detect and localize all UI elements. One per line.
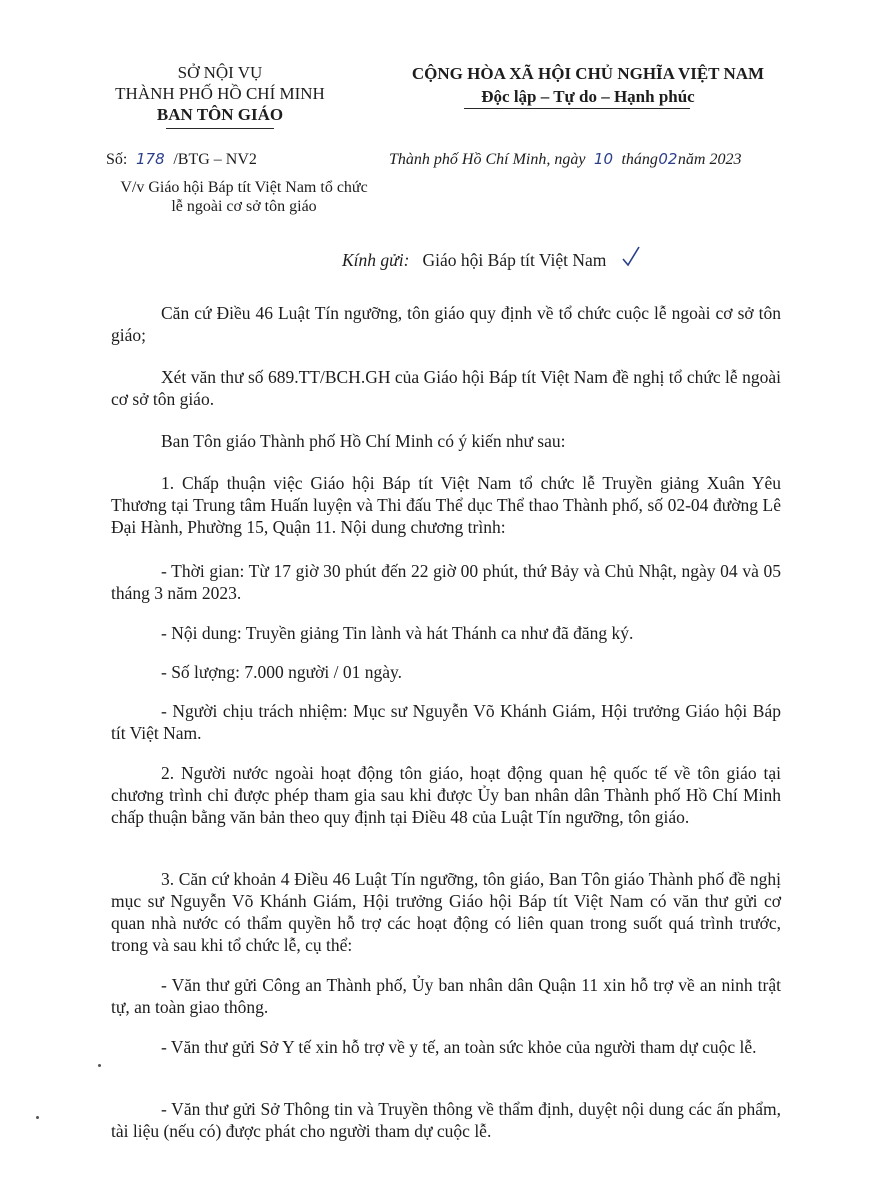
paragraph-10: 3. Căn cứ khoản 4 Điều 46 Luật Tín ngưỡng, tôn giáo, Ban Tôn giáo Thành phố đề nghị mục sư Nguyễn Võ Khánh Giám, Hội trưởng Giáo hội Báp tít Việt Nam có văn thư gửi cơ quan nhà nước có thẩm quyền hỗ trợ các hoạt động có liên quan trong suốt quá trình trước, trong và sau khi tổ chức lễ, cụ thể: [111,869,781,955]
checkmark-icon [620,244,642,270]
recipient-name: Giáo hội Báp tít Việt Nam [422,250,607,270]
paragraph-4: 1. Chấp thuận việc Giáo hội Báp tít Việt Nam tổ chức lễ Truyền giảng Xuân Yêu Thương tại Trung tâm Huấn luyện và Thi đấu Thể dục Thể thao Thành phố, số 02-04 đường Lê Đại Hành, Phường 15, Quận 11. Nội dung chương trình: [111,473,781,537]
recipient [342,250,606,271]
paragraph-12: - Văn thư gửi Sở Y tế xin hỗ trợ về y tế, an toàn sức khỏe của người tham dự cuộc lễ. [161,1037,757,1057]
recipient-label: Kính gửi: [342,250,410,270]
date-month-label: tháng [621,151,658,168]
issuing-agency [95,62,345,125]
document-subject [94,178,394,216]
paragraph-2: Xét văn thư số 689.TT/BCH.GH của Giáo hội Báp tít Việt Nam đề nghị tổ chức lễ ngoài cơ sở tôn giáo. [111,367,781,409]
paragraph-11: - Văn thư gửi Công an Thành phố, Ủy ban nhân dân Quận 11 xin hỗ trợ về an ninh trật tự, an toàn giao thông. [111,975,781,1017]
number-suffix: /BTG – NV2 [173,151,257,168]
number-handwritten: 178 [136,150,165,168]
date-day: 10 [593,150,613,168]
paragraph-6: - Nội dung: Truyền giảng Tin lành và hát Thánh ca như đã đăng ký. [161,623,634,643]
agency-line-2: THÀNH PHỐ HỒ CHÍ MINH [115,84,325,103]
subject-line-1: V/v Giáo hội Báp tít Việt Nam tổ chức [120,179,368,196]
subject-line-2: lễ ngoài cơ sở tôn giáo [171,198,317,215]
paragraph-5: - Thời gian: Từ 17 giờ 30 phút đến 22 giờ 00 phút, thứ Bảy và Chủ Nhật, ngày 04 và 05 tháng 3 năm 2023. [111,561,781,603]
agency-underline [166,128,274,129]
document-date [389,150,741,169]
national-motto: Độc lập – Tự do – Hạnh phúc [481,87,695,106]
date-month: 02 [658,150,678,168]
national-heading [383,62,793,108]
scan-speck [98,1064,101,1067]
scan-speck [36,1116,39,1119]
agency-line-1: SỞ NỘI VỤ [177,63,263,82]
paragraph-7: - Số lượng: 7.000 người / 01 ngày. [161,662,402,682]
paragraph-8: - Người chịu trách nhiệm: Mục sư Nguyễn Võ Khánh Giám, Hội trưởng Giáo hội Báp tít Việt Nam. [111,701,781,743]
agency-line-3: BAN TÔN GIÁO [156,105,284,124]
paragraph-1: Căn cứ Điều 46 Luật Tín ngưỡng, tôn giáo quy định về tổ chức cuộc lễ ngoài cơ sở tôn giáo; [111,303,781,345]
document-number [106,150,257,169]
date-year: năm 2023 [677,151,742,168]
motto-underline [464,108,690,109]
date-prefix: Thành phố Hồ Chí Minh, ngày [389,151,586,168]
country-name: CỘNG HÒA XÃ HỘI CHỦ NGHĨA VIỆT NAM [411,64,765,83]
number-prefix: Số: [106,151,128,168]
paragraph-13: - Văn thư gửi Sở Thông tin và Truyền thông về thẩm định, duyệt nội dung các ấn phẩm, tài liệu (nếu có) được phát cho người tham dự cuộc lễ. [111,1099,781,1141]
paragraph-9: 2. Người nước ngoài hoạt động tôn giáo, hoạt động quan hệ quốc tế về tôn giáo tại chương trình chỉ được phép tham gia sau khi được Ủy ban nhân dân Thành phố Hồ Chí Minh chấp thuận bằng văn bản theo quy định tại Điều 48 của Luật Tín ngưỡng, tôn giáo. [111,763,781,827]
paragraph-3: Ban Tôn giáo Thành phố Hồ Chí Minh có ý kiến như sau: [161,431,566,451]
